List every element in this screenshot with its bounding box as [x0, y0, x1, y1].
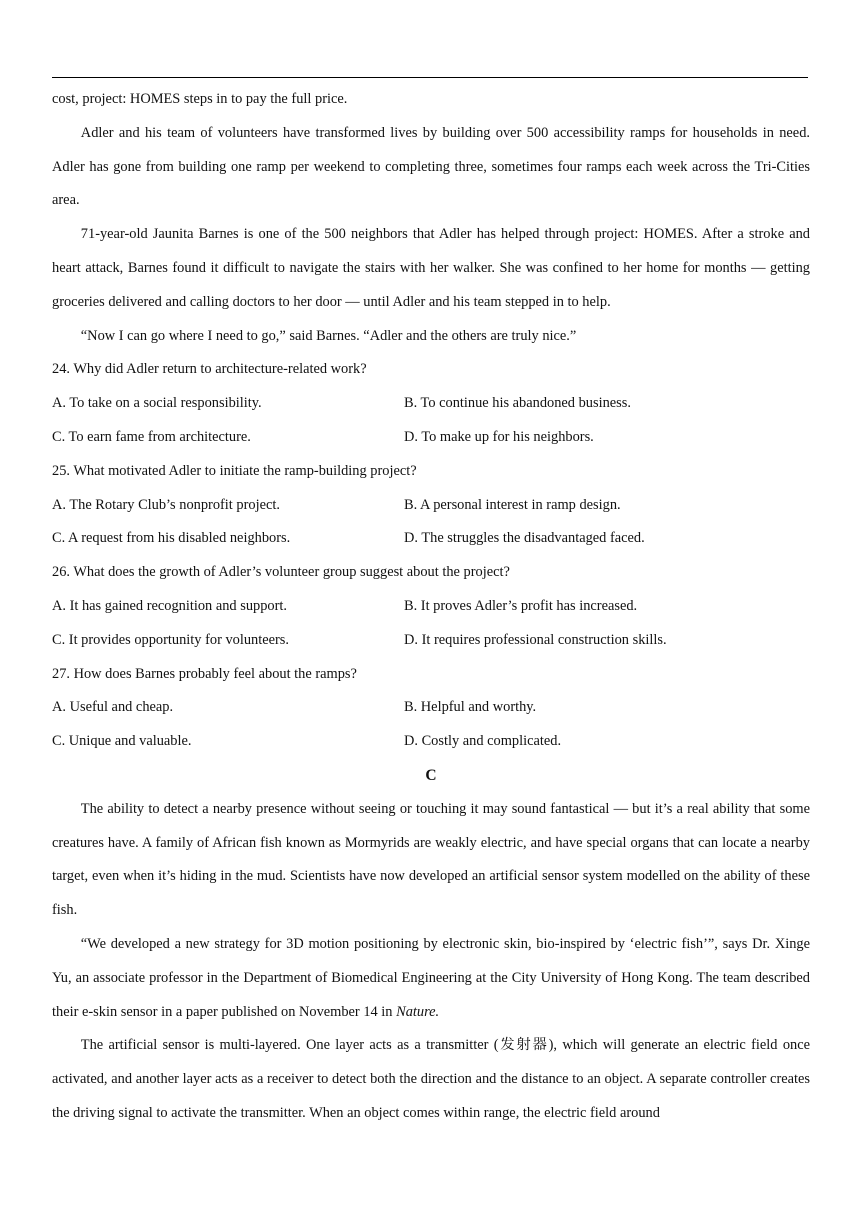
- header-rule: [52, 77, 808, 78]
- option-b: B. Helpful and worthy.: [404, 699, 537, 716]
- option-a: A. The Rotary Club’s nonprofit project.: [52, 496, 280, 513]
- option-a: A. Useful and cheap.: [52, 699, 174, 716]
- question-26: [52, 556, 810, 657]
- question-27: [52, 658, 810, 759]
- option-row: [52, 387, 810, 421]
- question-stem: 24. Why did Adler return to architecture-related work?: [52, 361, 367, 378]
- paragraph-text: “We developed a new strategy for 3D motion positioning by electronic skin, bio-inspired by ‘electric fish’”, says Dr. Xinge Yu, an associate professor in the Department of Biomedical Engineering at the City University of Hong Kong. The team described their e-skin sensor in a paper published on November 14 in: [52, 935, 810, 1020]
- document-body: [52, 83, 810, 1131]
- option-d: D. Costly and complicated.: [404, 733, 562, 750]
- option-d: D. To make up for his neighbors.: [404, 428, 594, 445]
- option-c: C. To earn fame from architecture.: [52, 428, 251, 445]
- paragraph: The artificial sensor is multi-layered. One layer acts as a transmitter (发射器), which will generate an electric field once activated, and another layer acts as a receiver to detect both the direction and the distance to an object. A separate controller creates the driving signal to activate the transmitter. When an object comes within range, the electric field around: [52, 1037, 810, 1121]
- option-c: C. It provides opportunity for volunteers.: [52, 631, 290, 648]
- option-a: A. To take on a social responsibility.: [52, 395, 262, 412]
- option-d: D. The struggles the disadvantaged faced.: [404, 530, 645, 547]
- question-25: [52, 455, 810, 556]
- paragraph: [52, 928, 810, 1029]
- paragraph: Adler and his team of volunteers have transformed lives by building over 500 accessibility ramps for households in need. Adler has gone from building one ramp per weekend to completing three, sometimes four ramps each week across the Tri-Cities area.: [52, 124, 810, 209]
- option-row: [52, 489, 810, 523]
- section-heading: C: [425, 766, 437, 784]
- option-row: [52, 725, 810, 759]
- option-row: [52, 624, 810, 658]
- option-b: B. It proves Adler’s profit has increased.: [404, 597, 638, 614]
- option-row: [52, 522, 810, 556]
- journal-name: Nature.: [396, 1003, 440, 1020]
- paragraph: 71-year-old Jaunita Barnes is one of the 500 neighbors that Adler has helped through project: HOMES. After a stroke and heart attack, Barnes found it difficult to navigate the stairs with her walker. She was confined to her home for months — getting groceries delivered and calling doctors to her door — until Adler and his team stepped in to help.: [52, 226, 810, 310]
- option-row: [52, 691, 810, 725]
- question-24: [52, 353, 810, 454]
- paragraph: The ability to detect a nearby presence without seeing or touching it may sound fantastical — but it’s a real ability that some creatures have. A family of African fish known as Mormyrids are weakly electric, and have special organs that can locate a nearby target, even when it’s hiding in the mud. Scientists have now developed an artificial sensor system modelled on the ability of these fish.: [52, 800, 810, 919]
- option-c: C. Unique and valuable.: [52, 733, 192, 750]
- option-b: B. To continue his abandoned business.: [404, 395, 631, 412]
- option-a: A. It has gained recognition and support.: [52, 597, 287, 614]
- option-d: D. It requires professional construction skills.: [404, 631, 667, 648]
- option-row: [52, 590, 810, 624]
- option-c: C. A request from his disabled neighbors.: [52, 530, 291, 547]
- question-stem: 26. What does the growth of Adler’s volunteer group suggest about the project?: [52, 564, 510, 581]
- option-b: B. A personal interest in ramp design.: [404, 496, 621, 513]
- question-stem: 27. How does Barnes probably feel about the ramps?: [52, 665, 357, 682]
- paragraph: cost, project: HOMES steps in to pay the full price.: [52, 91, 348, 107]
- option-row: [52, 421, 810, 455]
- question-stem: 25. What motivated Adler to initiate the ramp-building project?: [52, 462, 417, 479]
- quote-paragraph: “Now I can go where I need to go,” said Barnes. “Adler and the others are truly nice.”: [80, 327, 577, 344]
